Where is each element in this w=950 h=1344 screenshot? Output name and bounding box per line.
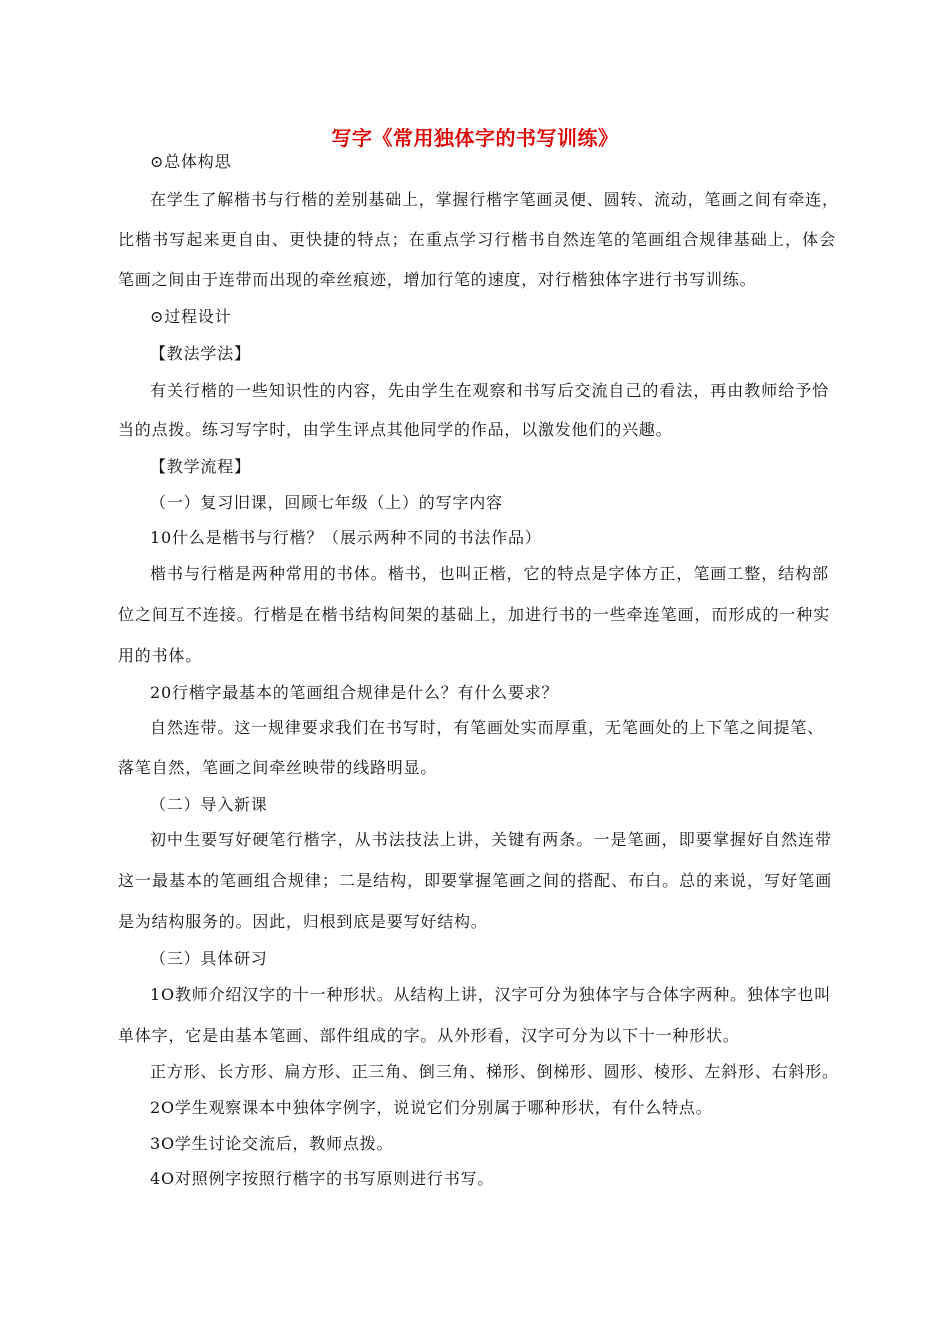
paragraph-line: 用的书体。 [118,646,203,665]
step-line: 4O对照例字按照行楷字的书写原则进行书写。 [150,1169,495,1188]
heading-teaching-method: 【教法学法】 [150,344,251,363]
paragraph-line: 在学生了解楷书与行楷的差别基础上，掌握行楷字笔画灵便、圆转、流动，笔画之间有牵连， [150,190,839,209]
paragraph-line: 比楷书写起来更自由、更快捷的特点；在重点学习行楷书自然连笔的笔画组合规律基础上，体会 [118,230,836,249]
paragraph-line: 自然连带。这一规律要求我们在书写时，有笔画处实而厚重，无笔画处的上下笔之间提笔、 [150,718,824,737]
heading-process-design: ⊙过程设计 [150,307,232,326]
paragraph-line: 落笔自然，笔画之间牵丝映带的线路明显。 [118,758,438,777]
paragraph-line: 1O教师介绍汉字的十一种形状。从结构上讲，汉字可分为独体字与合体字两种。独体字也叫 [150,985,831,1004]
shape-list-line: 正方形、长方形、扁方形、正三角、倒三角、梯形、倒梯形、圆形、棱形、左斜形、右斜形。 [150,1062,839,1081]
question-line: 20行楷字最基本的笔画组合规律是什么？有什么要求？ [150,683,559,702]
paragraph-line: 有关行楷的一些知识性的内容，先由学生在观察和书写后交流自己的看法，再由教师给予恰 [150,381,829,400]
heading-overall-concept: ⊙总体构思 [150,152,232,171]
document-title: 写字《常用独体字的书写训练》 [331,126,619,150]
paragraph-line: 是为结构服务的。因此，归根到底是要写好结构。 [118,912,488,931]
paragraph-line: 当的点拨。练习写字时，由学生评点其他同学的作品，以激发他们的兴趣。 [118,420,673,439]
step-line: 2O学生观察课本中独体字例字，说说它们分别属于哪种形状，有什么特点。 [150,1098,713,1117]
paragraph-line: 位之间互不连接。行楷是在楷书结构间架的基础上，加进行书的一些牵连笔画，而形成的一种实 [118,605,830,624]
paragraph-line: 初中生要写好硬笔行楷字，从书法技法上讲，关键有两条。一是笔画，即要掌握好自然连带 [150,830,832,849]
heading-teaching-flow: 【教学流程】 [150,457,251,476]
paragraph-line: 楷书与行楷是两种常用的书体。楷书，也叫正楷，它的特点是字体方正，笔画工整，结构部 [150,564,829,583]
step-line: 3O学生讨论交流后，教师点拨。 [150,1134,394,1153]
question-line: 10什么是楷书与行楷？（展示两种不同的书法作品） [150,528,542,547]
paragraph-line: 单体字，它是由基本笔画、部件组成的字。从外形看，汉字可分为以下十一种形状。 [118,1026,740,1045]
paragraph-line: 这一最基本的笔画组合规律；二是结构，即要掌握笔画之间的搭配、布白。总的来说，写好笔画 [118,871,832,890]
section-heading: （一）复习旧课，回顾七年级（上）的写字内容 [150,493,503,512]
paragraph-line: 笔画之间由于连带而出现的牵丝痕迹，增加行笔的速度，对行楷独体字进行书写训练。 [118,270,757,289]
section-heading: （二）导入新课 [150,795,268,814]
section-heading: （三）具体研习 [150,949,268,968]
